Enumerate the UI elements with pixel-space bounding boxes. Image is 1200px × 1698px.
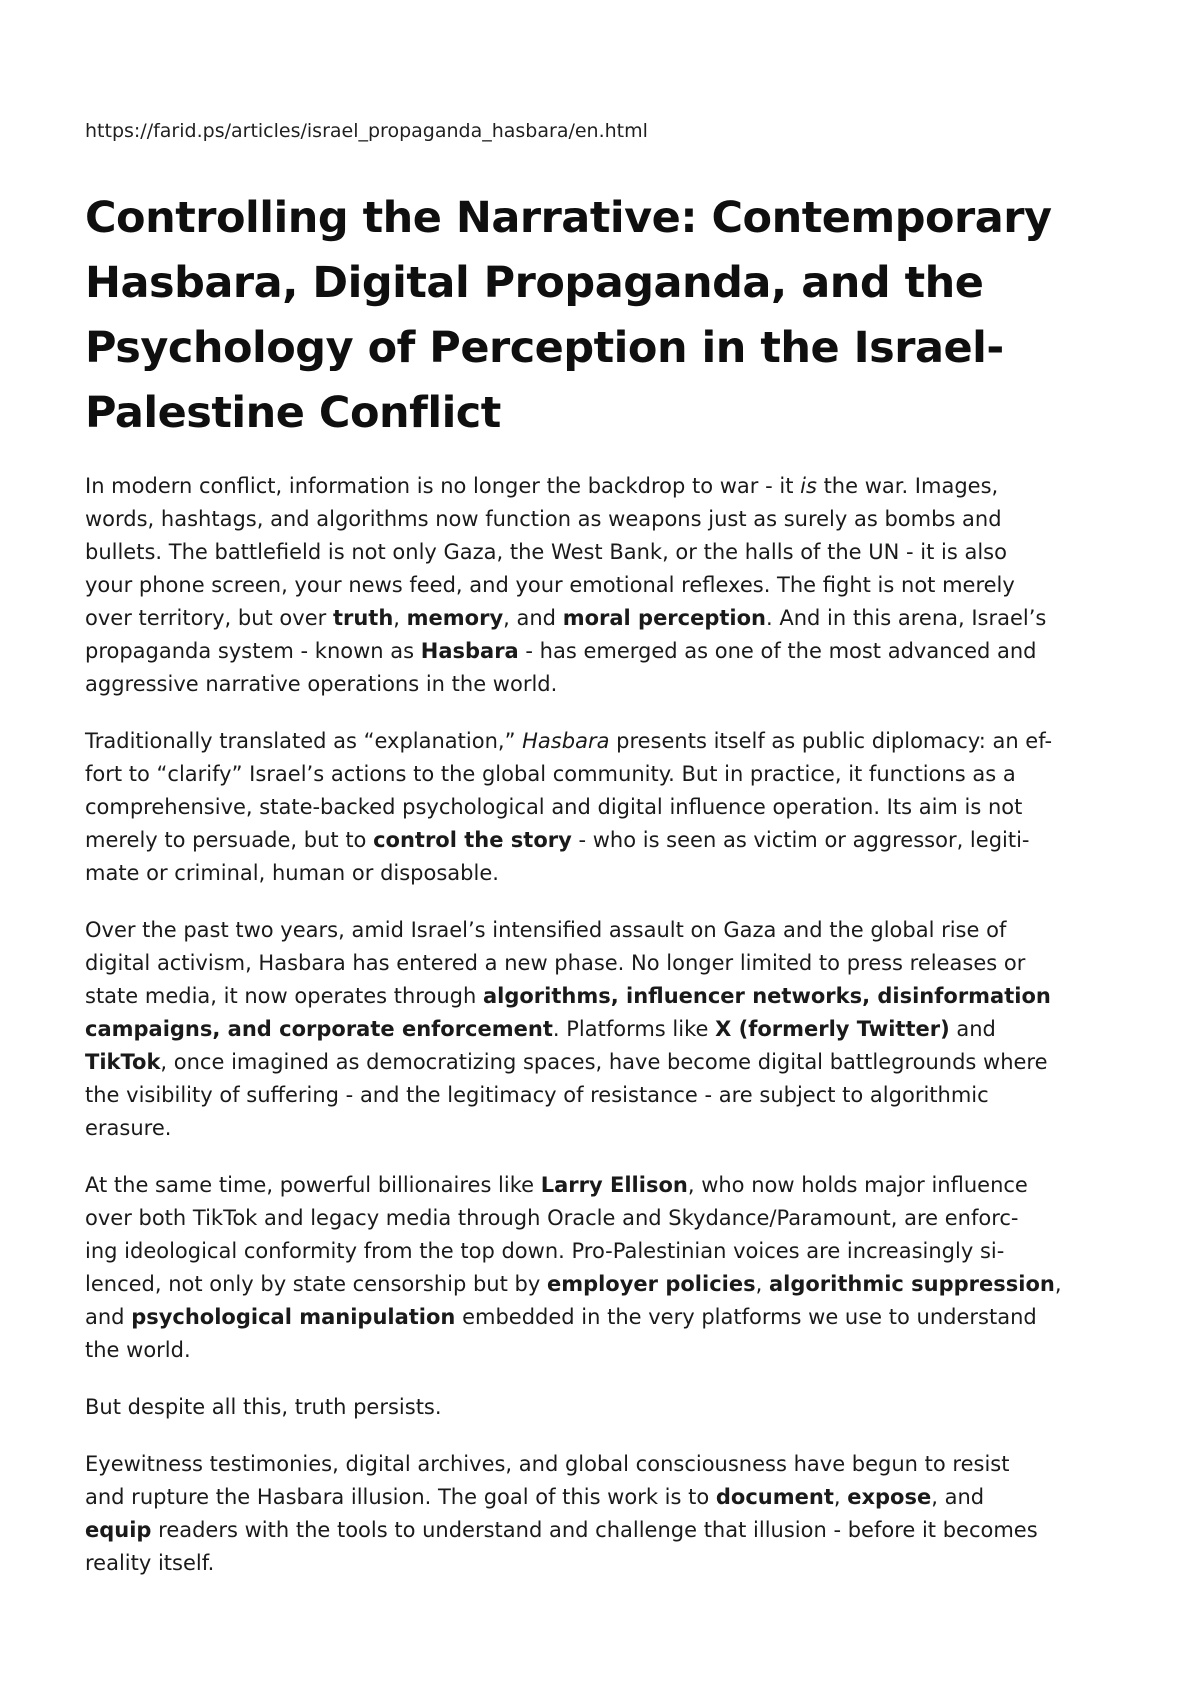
text-line xyxy=(85,1514,1135,1547)
text-run: , who now holds major influence xyxy=(687,1173,1028,1197)
article-content xyxy=(85,118,1135,1580)
text-line xyxy=(85,1079,1135,1112)
text-line xyxy=(85,824,1135,857)
article-paragraph-5 xyxy=(85,1391,1135,1424)
text-run: In modern conflict, information is no longer the backdrop to war - it xyxy=(85,474,801,498)
text-line xyxy=(85,316,1135,381)
text-run: . And in this arena, Israel’s xyxy=(766,606,1047,630)
text-line xyxy=(85,914,1135,947)
text-run: merely to persuade, but to xyxy=(85,828,374,852)
text-line xyxy=(85,668,1135,701)
text-run: the war. Images, xyxy=(816,474,999,498)
text-line xyxy=(85,1448,1135,1481)
text-run: reality itself. xyxy=(85,1551,215,1575)
text-line xyxy=(85,602,1135,635)
page-url: https://farid.ps/articles/israel_propaganda_hasbara/en.html xyxy=(85,120,648,142)
bold-text-run: algorithms, influencer networks, disinformation xyxy=(482,984,1051,1008)
article-paragraph-6 xyxy=(85,1448,1135,1580)
italic-text-run: Hasbara xyxy=(522,729,610,753)
text-run: digital activism, Hasbara has entered a new phase. No longer limited to press releases or xyxy=(85,951,1026,975)
bold-text-run: X (formerly Twitter) xyxy=(715,1017,950,1041)
article-paragraph-3 xyxy=(85,914,1135,1145)
text-line xyxy=(85,1202,1135,1235)
text-run: and xyxy=(949,1017,996,1041)
text-run: Controlling the Narrative: Contemporary xyxy=(85,193,1052,243)
text-run: lenced, not only by state censorship but by xyxy=(85,1272,547,1296)
text-run: Psychology of Perception in the Israel- xyxy=(85,323,1004,373)
bold-text-run: memory xyxy=(406,606,504,630)
text-run: ing ideological conformity from the top down. Pro-Palestinian voices are increasingly si- xyxy=(85,1239,1005,1263)
article-paragraph-2 xyxy=(85,725,1135,890)
bold-text-run: Hasbara xyxy=(420,639,519,663)
text-line xyxy=(85,758,1135,791)
text-line xyxy=(85,947,1135,980)
text-line xyxy=(85,251,1135,316)
bold-text-run: truth xyxy=(332,606,394,630)
text-run: , and xyxy=(503,606,563,630)
text-line xyxy=(85,635,1135,668)
text-line xyxy=(85,1169,1135,1202)
bold-text-run: Larry Ellison xyxy=(540,1173,688,1197)
text-line xyxy=(85,1112,1135,1145)
text-line xyxy=(85,1391,1135,1424)
text-run: But despite all this, truth persists. xyxy=(85,1395,442,1419)
text-run: embedded in the very platforms we use to understand xyxy=(455,1305,1037,1329)
text-run: readers with the tools to understand and challenge that illusion - before it becomes xyxy=(151,1518,1038,1542)
text-run: mate or criminal, human or disposable. xyxy=(85,861,499,885)
text-run: At the same time, powerful billionaires like xyxy=(85,1173,541,1197)
bold-text-run: psychological manipulation xyxy=(131,1305,456,1329)
text-run: . Platforms like xyxy=(552,1017,716,1041)
text-run: over both TikTok and legacy media through Oracle and Skydance/Paramount, are enforc- xyxy=(85,1206,1019,1230)
text-run: state media, it now operates through xyxy=(85,984,483,1008)
text-run: , xyxy=(833,1485,848,1509)
text-run: Traditionally translated as “explanation,” xyxy=(85,729,523,753)
article-title xyxy=(85,186,1135,446)
text-line xyxy=(85,980,1135,1013)
text-run: , xyxy=(755,1272,769,1296)
text-line xyxy=(85,1481,1135,1514)
text-run: the visibility of suffering - and the legitimacy of resistance - are subject to algorithmic xyxy=(85,1083,989,1107)
text-line xyxy=(85,381,1135,446)
bold-text-run: employer policies xyxy=(546,1272,756,1296)
text-line xyxy=(85,791,1135,824)
text-line xyxy=(85,1547,1135,1580)
text-run: and xyxy=(85,1305,132,1329)
text-line xyxy=(85,569,1135,602)
text-run: propaganda system - known as xyxy=(85,639,421,663)
text-run: , and xyxy=(931,1485,985,1509)
text-line xyxy=(85,1301,1135,1334)
text-run: fort to “clarify” Israel’s actions to the global community. But in practice, it functions as a xyxy=(85,762,1016,786)
text-line xyxy=(85,503,1135,536)
bold-text-run: algorithmic suppression xyxy=(768,1272,1055,1296)
text-run: aggressive narrative operations in the world. xyxy=(85,672,558,696)
article-body xyxy=(85,470,1135,1580)
bold-text-run: control the story xyxy=(373,828,572,852)
bold-text-run: expose xyxy=(847,1485,932,1509)
text-run: bullets. The battlefield is not only Gaza, the West Bank, or the halls of the UN - it is also xyxy=(85,540,1007,564)
text-run: over territory, but over xyxy=(85,606,333,630)
text-run: presents itself as public diplomacy: an ef- xyxy=(609,729,1053,753)
text-run: the world. xyxy=(85,1338,191,1362)
text-line xyxy=(85,1334,1135,1367)
article-paragraph-1 xyxy=(85,470,1135,701)
bold-text-run: moral perception xyxy=(562,606,767,630)
text-run: Palestine Conflict xyxy=(85,388,501,438)
italic-text-run: is xyxy=(800,474,817,498)
text-run: comprehensive, state-backed psychological and digital influence operation. Its aim is not xyxy=(85,795,1023,819)
text-line xyxy=(85,470,1135,503)
text-line xyxy=(85,186,1135,251)
text-line xyxy=(85,725,1135,758)
text-run: words, hashtags, and algorithms now function as weapons just as surely as bombs and xyxy=(85,507,1002,531)
text-line xyxy=(85,1235,1135,1268)
text-run: erasure. xyxy=(85,1116,172,1140)
text-run: , once imagined as democratizing spaces, have become digital battlegrounds where xyxy=(160,1050,1048,1074)
text-line xyxy=(85,1268,1135,1301)
text-line xyxy=(85,1013,1135,1046)
text-line xyxy=(85,536,1135,569)
article-paragraph-4 xyxy=(85,1169,1135,1367)
bold-text-run: TikTok xyxy=(85,1050,161,1074)
text-run: Hasbara, Digital Propaganda, and the xyxy=(85,258,984,308)
text-run: your phone screen, your news feed, and your emotional reflexes. The fight is not merely xyxy=(85,573,1015,597)
text-run: , xyxy=(393,606,407,630)
text-line xyxy=(85,1046,1135,1079)
text-run: , xyxy=(1054,1272,1062,1296)
text-run: Eyewitness testimonies, digital archives, and global consciousness have begun to resist xyxy=(85,1452,1010,1476)
text-line xyxy=(85,857,1135,890)
text-run: - has emerged as one of the most advanced and xyxy=(518,639,1037,663)
bold-text-run: equip xyxy=(85,1518,152,1542)
text-run: - who is seen as victim or aggressor, legiti- xyxy=(571,828,1030,852)
text-run: Over the past two years, amid Israel’s intensified assault on Gaza and the global rise of xyxy=(85,918,1007,942)
bold-text-run: document xyxy=(715,1485,834,1509)
bold-text-run: campaigns, and corporate enforcement xyxy=(85,1017,553,1041)
text-run: and rupture the Hasbara illusion. The goal of this work is to xyxy=(85,1485,716,1509)
